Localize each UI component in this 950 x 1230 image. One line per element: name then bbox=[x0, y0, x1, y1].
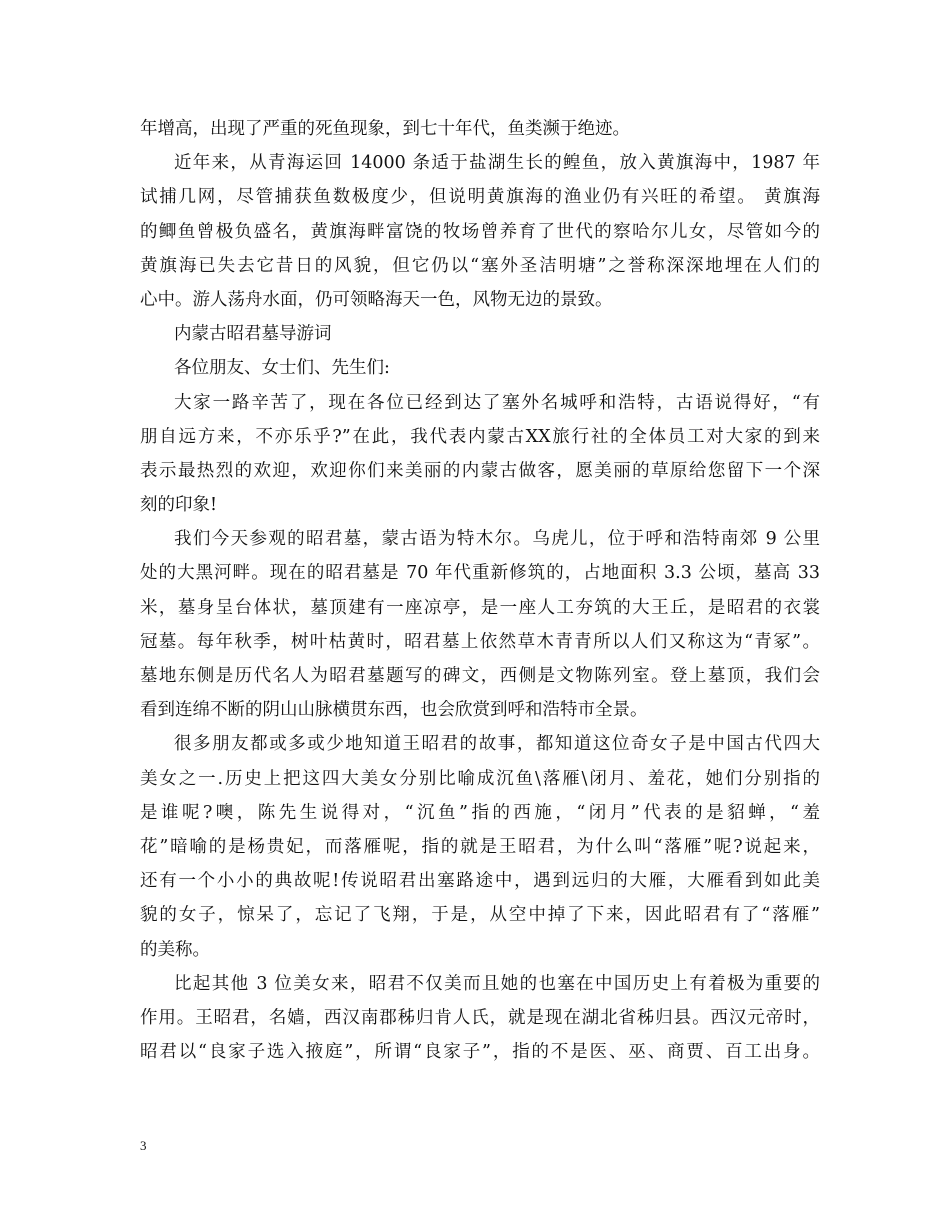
text-line: 貌的女子，惊呆了，忘记了飞翔，于是，从空中掉了下来，因此昭君有了“落雁” bbox=[140, 905, 820, 926]
text-line: 试捕几网，尽管捕获鱼数极度少，但说明黄旗海的渔业仍有兴旺的希望。 黄旗海 bbox=[140, 187, 820, 208]
text-line: 朋自远方来，不亦乐乎?”在此，我代表内蒙古XX旅行社的全体员工对大家的到来 bbox=[140, 426, 820, 447]
text-line: 是谁呢?噢，陈先生说得对，“沉鱼”指的西施，“闭月”代表的是貂蝉，“羞 bbox=[140, 802, 820, 823]
text-line: 昭君以“良家子选入掖庭”，所谓“良家子”，指的不是医、巫、商贾、百工出身。 bbox=[140, 1042, 820, 1063]
text-line: 近年来，从青海运回 14000 条适于盐湖生长的鳇鱼，放入黄旗海中，1987 年 bbox=[174, 153, 820, 174]
text-line: 年增高，出现了严重的死鱼现象，到七十年代，鱼类濒于绝迹。 bbox=[140, 119, 630, 139]
text-line: 表示最热烈的欢迎，欢迎你们来美丽的内蒙古做客，愿美丽的草原给您留下一个深 bbox=[140, 460, 820, 481]
text-line: 很多朋友都或多或少地知道王昭君的故事，都知道这位奇女子是中国古代四大 bbox=[174, 734, 820, 755]
text-line: 作用。王昭君，名嫱，西汉南郡秭归肯人氏，就是现在湖北省秭归县。西汉元帝时， bbox=[140, 1007, 820, 1028]
text-line: 看到连绵不断的阴山山脉横贯东西，也会欣赏到呼和浩特市全景。 bbox=[140, 700, 648, 721]
text-line: 冠墓。每年秋季，树叶枯黄时，昭君墓上依然草木青青所以人们又称这为“青冢”。 bbox=[140, 631, 820, 652]
text-line: 米，墓身呈台体状，墓顶建有一座凉亭，是一座人工夯筑的大王丘，是昭君的衣裳 bbox=[140, 597, 820, 618]
text-line: 内蒙古昭君墓导游词 bbox=[174, 324, 332, 345]
text-line: 花”暗喻的是杨贵妃，而落雁呢，指的就是王昭君，为什么叫“落雁”呢?说起来， bbox=[140, 836, 820, 857]
text-line: 美女之一.历史上把这四大美女分别比喻成沉鱼\落雁\闭月、羞花，她们分别指的 bbox=[140, 768, 820, 789]
text-line: 心中。游人荡舟水面，仍可领略海天一色，风物无边的景致。 bbox=[140, 289, 613, 310]
page-number: 3 bbox=[140, 1138, 147, 1153]
text-line: 各位朋友、女士们、先生们: bbox=[174, 358, 390, 379]
text-line: 比起其他 3 位美女来，昭君不仅美而且她的也塞在中国历史上有着极为重要的 bbox=[174, 973, 820, 994]
text-line: 还有一个小小的典故呢!传说昭君出塞路途中，遇到远归的大雁，大雁看到如此美 bbox=[140, 871, 820, 892]
body-text bbox=[140, 112, 820, 1069]
text-line: 墓地东侧是历代名人为昭君墓题写的碑文，西侧是文物陈列室。登上墓顶，我们会 bbox=[140, 666, 820, 686]
text-line: 刻的印象! bbox=[140, 495, 218, 516]
text-line: 黄旗海已失去它昔日的风貌，但它仍以“塞外圣洁明塘”之誉称深深地埋在人们的 bbox=[140, 255, 820, 276]
text-line: 我们今天参观的昭君墓，蒙古语为特木尔。乌虎儿，位于呼和浩特南郊 9 公里 bbox=[174, 529, 820, 550]
text-line: 的美称。 bbox=[140, 939, 210, 960]
text-line: 大家一路辛苦了，现在各位已经到达了塞外名城呼和浩特，古语说得好，“有 bbox=[174, 392, 820, 413]
text-line: 的鲫鱼曾极负盛名，黄旗海畔富饶的牧场曾养育了世代的察哈尔儿女，尽管如今的 bbox=[140, 221, 820, 242]
text-line: 处的大黑河畔。现在的昭君墓是 70 年代重新修筑的，占地面积 3.3 公顷，墓高 33 bbox=[140, 563, 820, 584]
